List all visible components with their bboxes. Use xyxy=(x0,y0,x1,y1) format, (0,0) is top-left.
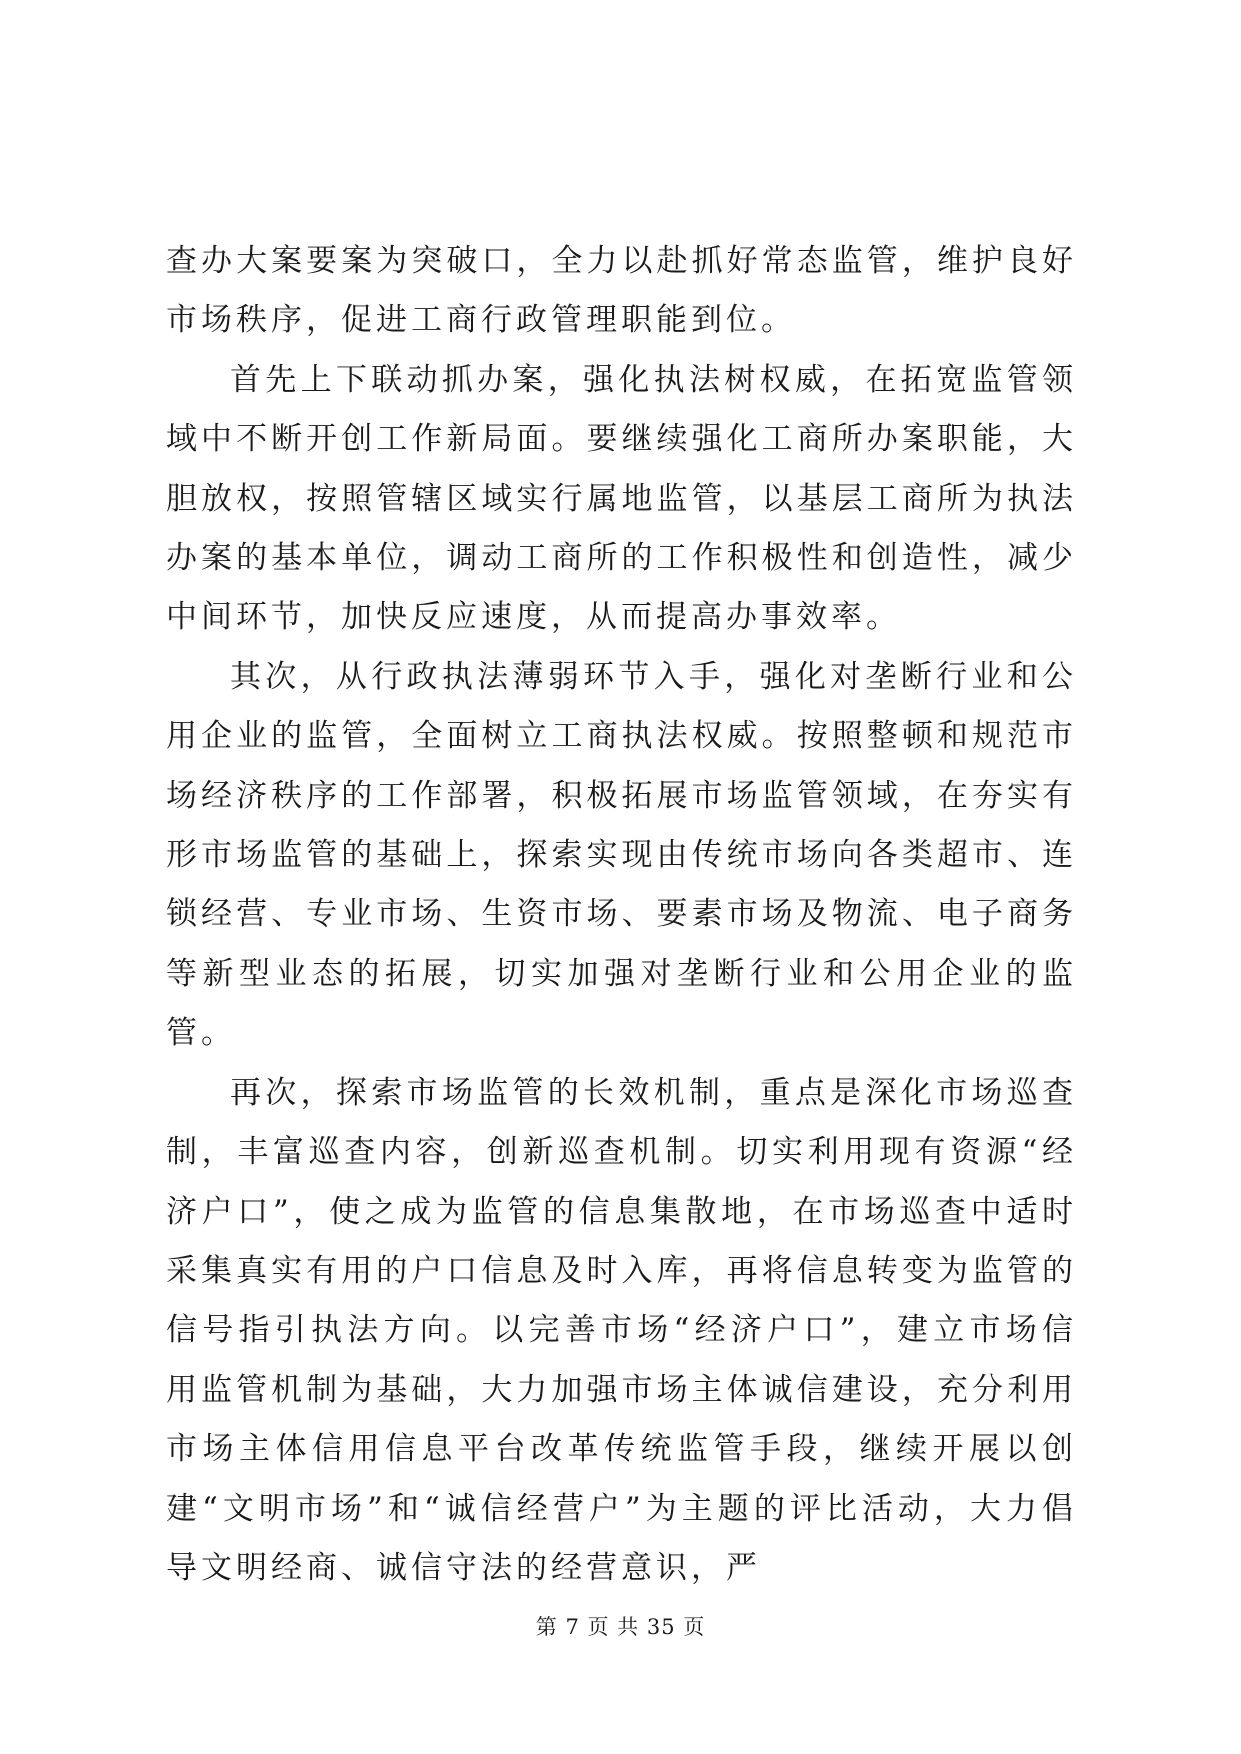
paragraph: 再次，探索市场监管的长效机制，重点是深化市场巡查制，丰富巡查内容，创新巡查机制。切实利用现有资源“经济户口”，使之成为监管的信息集散地，在市场巡查中适时采集真实有用的户口信息及时入库，再将信息转变为监管的信号指引执法方向。以完善市场“经济户口”，建立市场信用监管机制为基础，大力加强市场主体诚信建设，充分利用市场主体信用信息平台改革传统监管手段，继续开展以创建“文明市场”和“诚信经营户”为主题的评比活动，大力倡导文明经商、诚信守法的经营意识，严 xyxy=(166,1074,1077,1586)
paragraph: 其次，从行政执法薄弱环节入手，强化对垄断行业和公用企业的监管，全面树立工商执法权威。按照整顿和规范市场经济秩序的工作部署，积极拓展市场监管领域，在夯实有形市场监管的基础上，探索实现由传统市场向各类超市、连锁经营、专业市场、生资市场、要素市场及物流、电子商务等新型业态的拓展，切实加强对垄断行业和公用企业的监管。 xyxy=(166,658,1077,1052)
paragraph: 首先上下联动抓办案，强化执法树权威，在拓宽监管领域中不断开创工作新局面。要继续强化工商所办案职能，大胆放权，按照管辖区域实行属地监管，以基层工商所为执法办案的基本单位，调动工商所的工作积极性和创造性，减少中间环节，加快反应速度，从而提高办事效率。 xyxy=(166,361,1077,636)
page-footer: 第 7 页 共 35 页 xyxy=(535,1615,706,1639)
paragraph: 查办大案要案为突破口，全力以赴抓好常态监管，维护良好市场秩序，促进工商行政管理职能到位。 xyxy=(166,243,1077,339)
document-body xyxy=(166,232,1077,1598)
